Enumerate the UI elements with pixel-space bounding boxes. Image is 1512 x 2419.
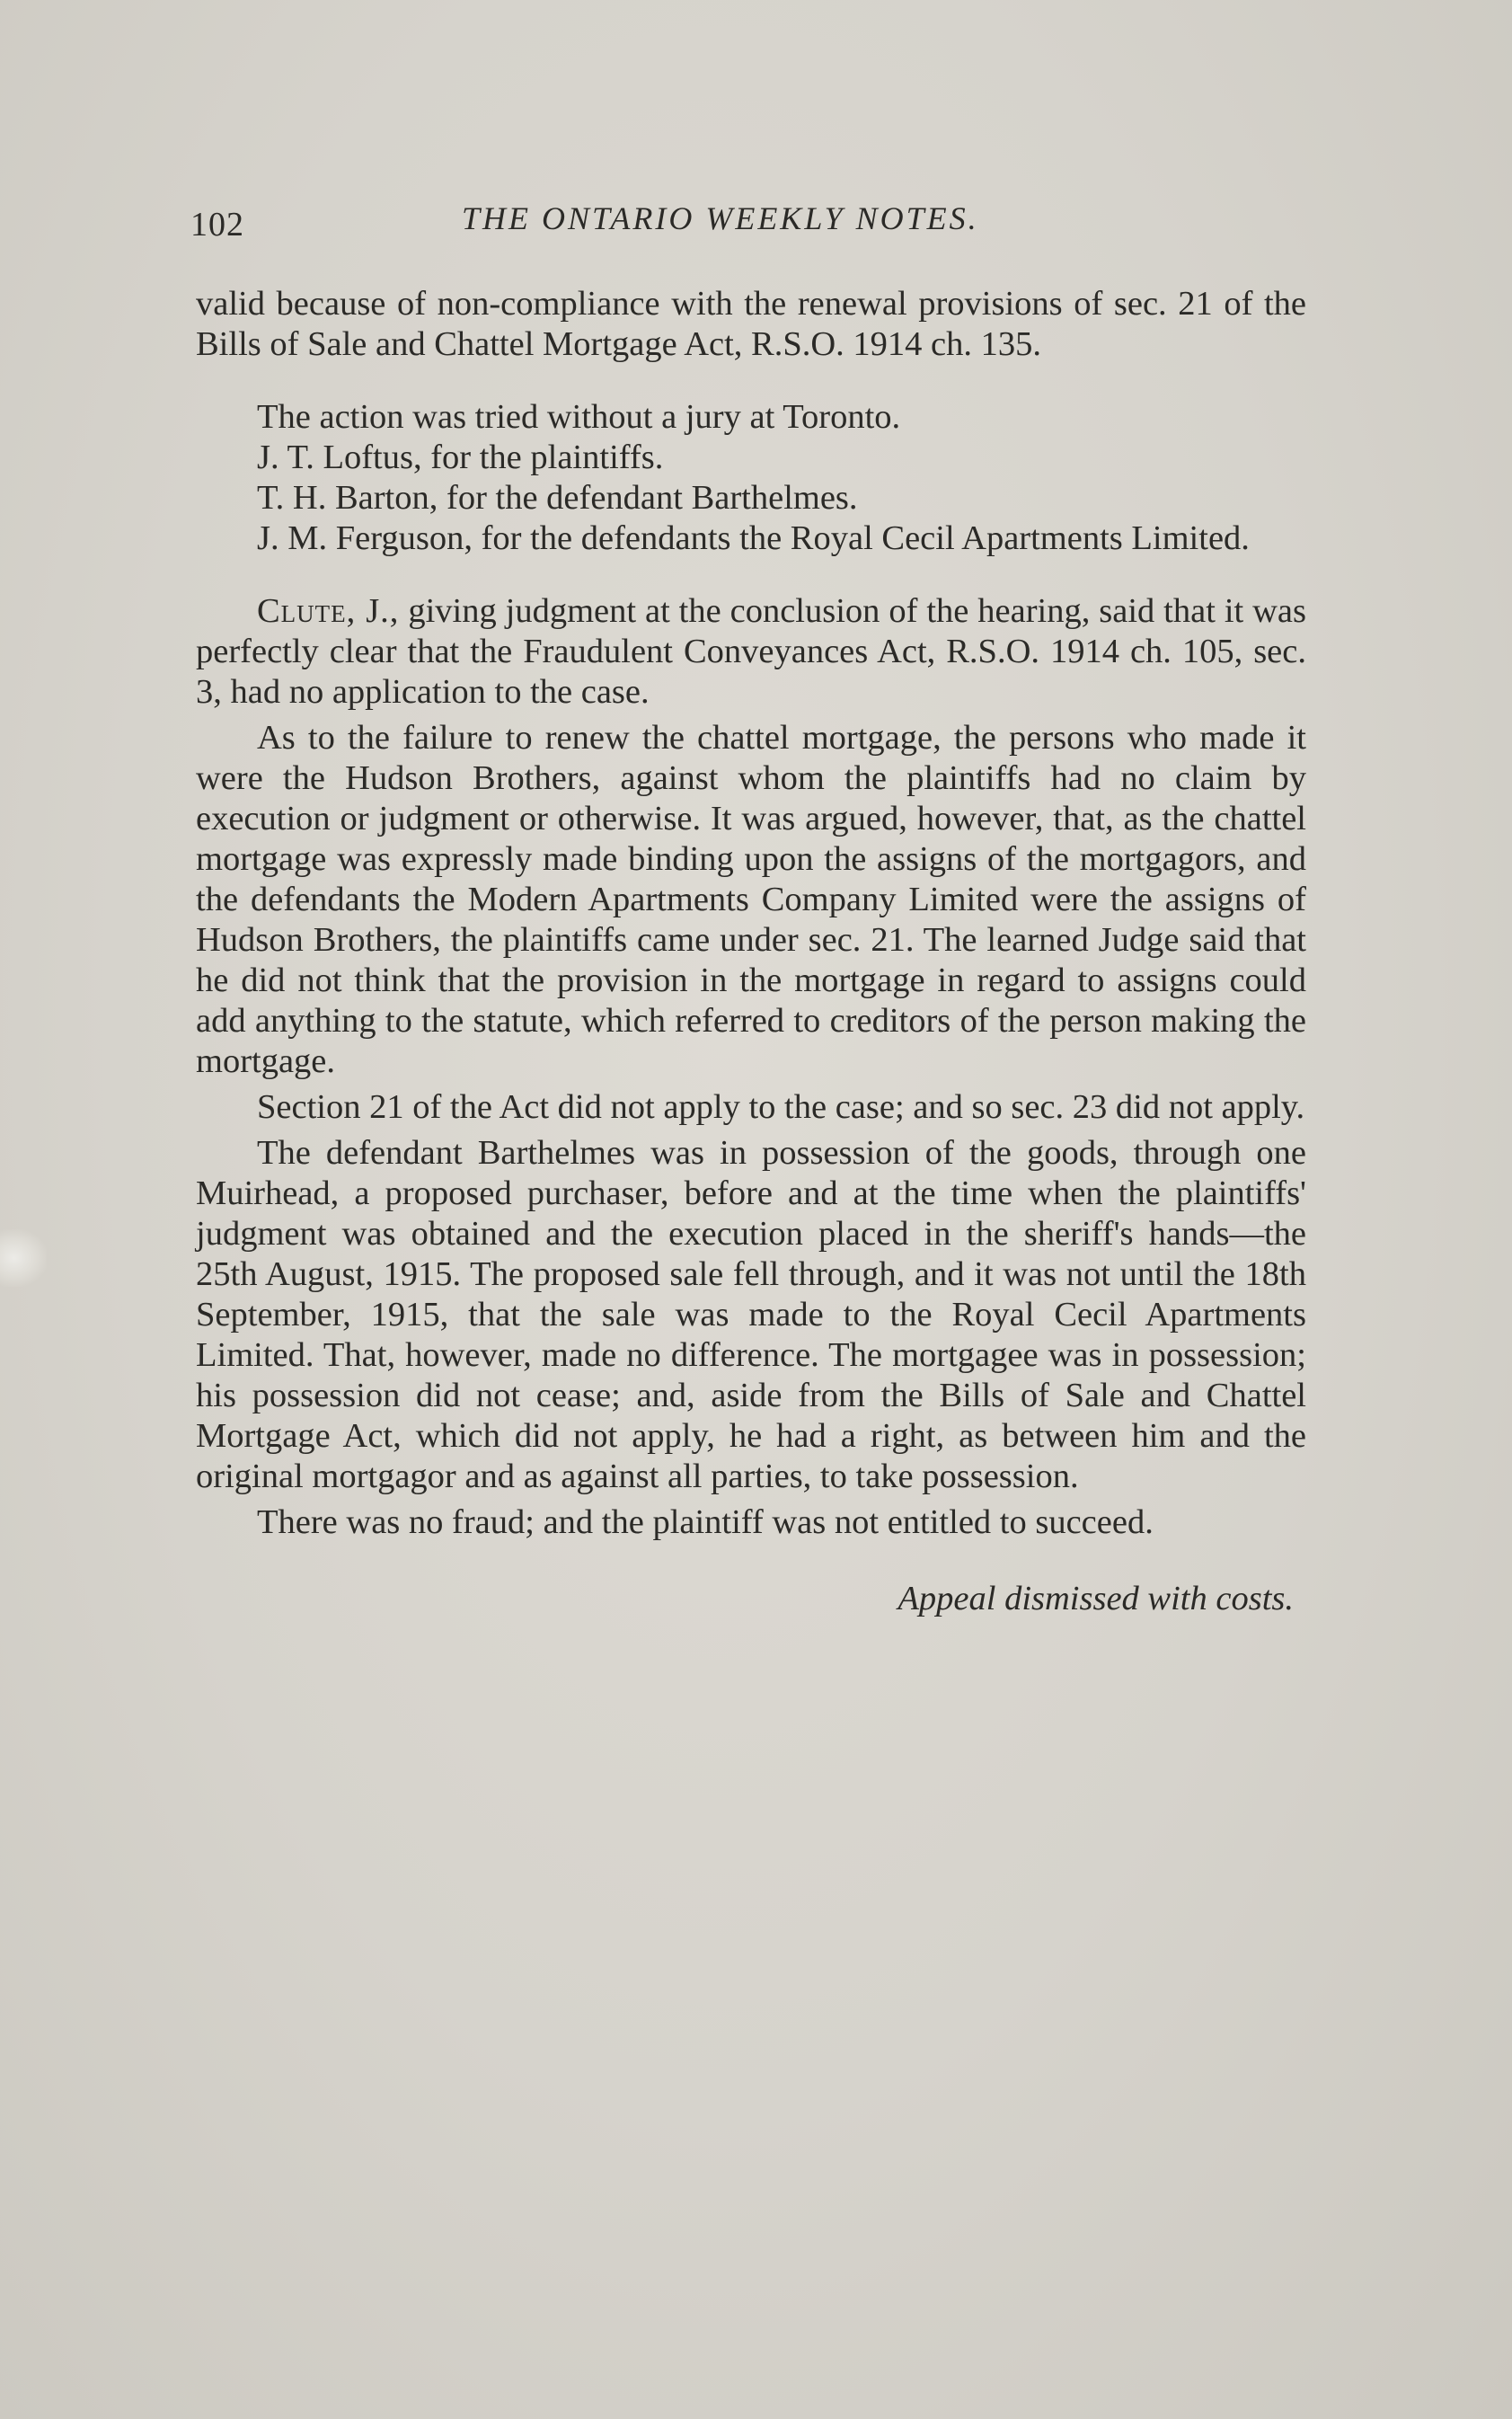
judgment-text: giving judgment at the conclusion of the hearing, said that it was perfectly clear that the Fraudulent Conveyances Act, R.S.O. 1914 ch. 105, sec. 3, had no application to the case. (196, 592, 1307, 711)
page-header (190, 199, 1322, 253)
page-body (196, 284, 1306, 1619)
paragraph-chattel-mortgage: As to the failure to renew the chattel mortgage, the persons who made it were the Hudson Brothers, against whom the plaintiffs had no claim by execution or judgment or otherwise. It was argued, however, that, as the chattel mortgage was expressly made binding upon the assigns of the mortgagors, and the defendants the Modern Apartments Company Limited were the assigns of Hudson Brothers, the plaintiffs came under sec. 21. The learned Judge said that he did not think that the provision in the mortgage in regard to assigns could add anything to the statute, which referred to creditors of the person making the mortgage. (196, 719, 1306, 1080)
page-number: 102 (190, 206, 244, 244)
paragraph-no-fraud: There was no fraud; and the plaintiff was not entitled to succeed. (257, 1503, 1154, 1541)
paragraph-possession: The defendant Barthelmes was in possession of the goods, through one Muirhead, a proposed purchaser, before and at the time when the plaintiffs' judgment was obtained and the execution placed in the sheriff's hands—the 25th August, 1915. The proposed sale fell through, and it was not until the 18th September, 1915, that the sale was made to the Royal Cecil Apartments Limited. That, however, made no difference. The mortgagee was in possession; his possession did not cease; and, aside from the Bills of Sale and Chattel Mortgage Act, which did not apply, he had a right, as between him and the original mortgagor and as against all parties, to take possession. (196, 1134, 1306, 1495)
judgment-paragraph (196, 591, 1306, 713)
counsel-plaintiffs: J. T. Loftus, for the plaintiffs. (257, 439, 664, 476)
counsel-defendant-barthelmes: T. H. Barton, for the defendant Barthelmes. (257, 479, 858, 517)
continued-paragraph: valid because of non-compliance with the renewal provisions of sec. 21 of the Bills of Sale and Chattel Mortgage Act, R.S.O. 1914 ch. 135. (196, 285, 1306, 363)
judge-name: Clute, J., (257, 592, 400, 630)
counsel-defendants-royal-cecil: J. M. Ferguson, for the defendants the Royal Cecil Apartments Limited. (257, 519, 1250, 557)
trial-note: The action was tried without a jury at Toronto. (257, 398, 901, 436)
page-blemish (0, 1229, 47, 1287)
disposition: Appeal dismissed with costs. (897, 1580, 1294, 1617)
running-head: THE ONTARIO WEEKLY NOTES. (462, 200, 979, 236)
paragraph-section-21: Section 21 of the Act did not apply to the case; and so sec. 23 did not apply. (257, 1088, 1305, 1126)
